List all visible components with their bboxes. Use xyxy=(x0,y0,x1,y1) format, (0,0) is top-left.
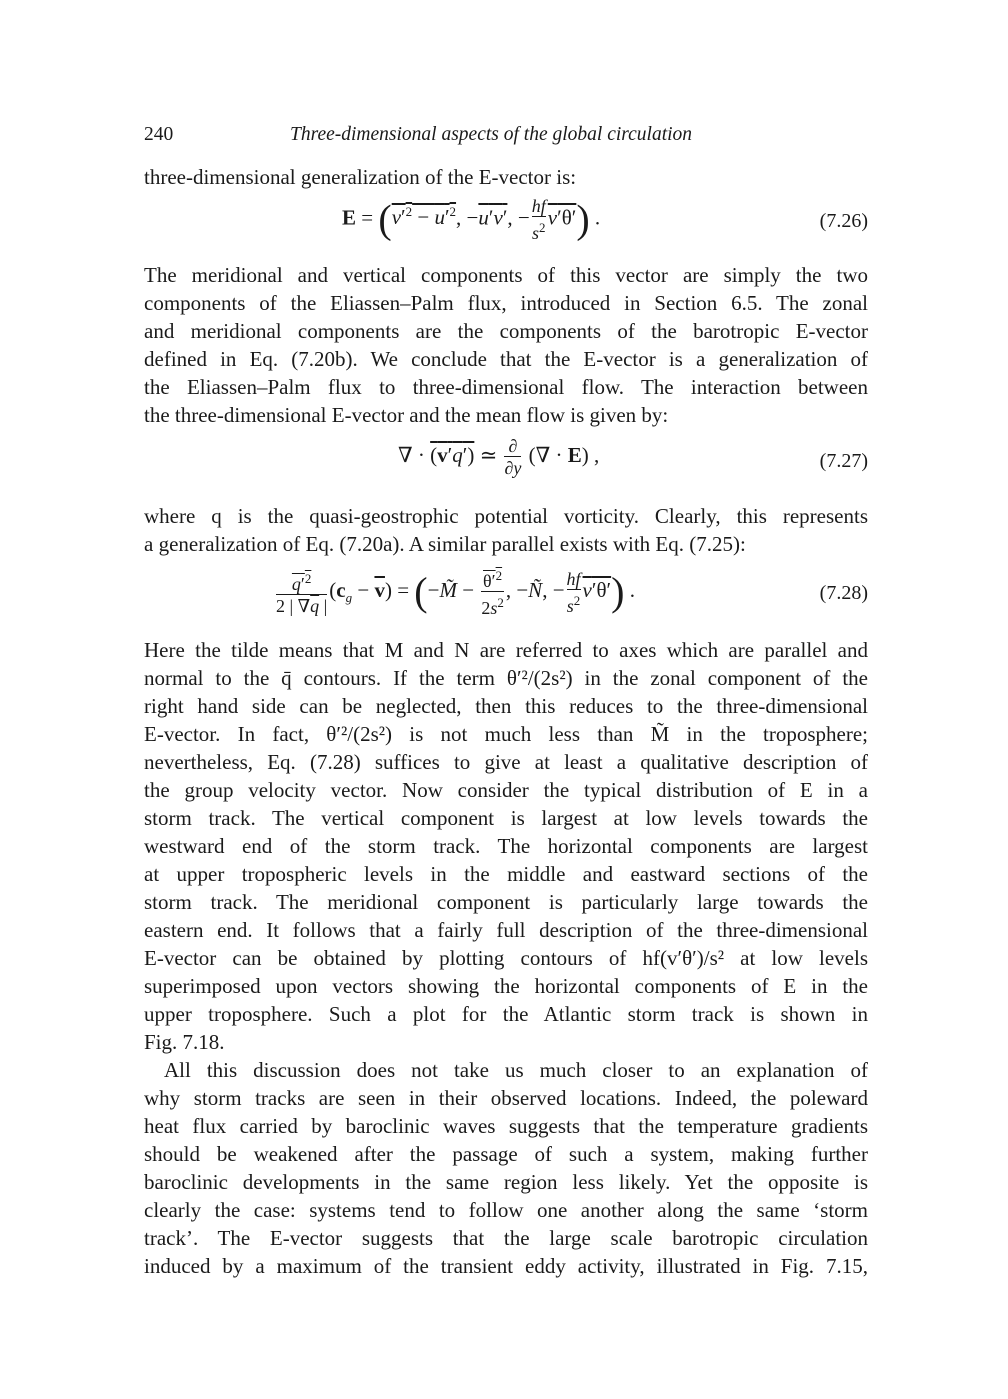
paragraph-line: heat flux carried by baroclinic waves suggests that the temperature gradients xyxy=(144,1114,868,1138)
intro-line: three-dimensional generalization of the E-vector is: xyxy=(144,165,577,189)
paragraph-line: E-vector. In fact, θ′²/(2s²) is not much less than M̃ in the troposphere; xyxy=(144,722,868,746)
equation-7-28-body: $\frac{q'^2}{2 | \nabla\overline{q} |}$ $(c_g - \overline{v})$ = (−M̃ − $\frac{\theta'^2}{2s^2}$ , −Ñ, − $\frac{hf}{s^2}$ v′θ′) . xyxy=(276,568,635,618)
equation-7-26-body: $E = (v'^2 - u'^2$, −u′v′, − $\frac{hf}{s^2}$ v′θ′) . xyxy=(342,196,601,243)
paragraph-line: why storm tracks are seen in their observed locations. Indeed, the poleward xyxy=(144,1086,868,1110)
paragraph-line: where q is the quasi-geostrophic potential vorticity. Clearly, this represents xyxy=(144,504,868,528)
equation-7-26 xyxy=(144,196,868,246)
paragraph-line: the group velocity vector. Now consider the typical distribution of E in a xyxy=(144,778,868,802)
equation-number: (7.26) xyxy=(819,210,868,232)
paragraph-line: westward end of the storm track. The horizontal components are largest xyxy=(144,834,868,858)
equation-7-28 xyxy=(144,566,868,620)
equation-7-27 xyxy=(144,436,868,492)
page-number: 240 xyxy=(144,124,174,145)
paragraph-line: defined in Eq. (7.20b). We conclude that the E-vector is a generalization of xyxy=(144,347,868,371)
paragraph-line: right hand side can be neglected, then this reduces to the three-dimensional xyxy=(144,694,868,718)
paragraph-line: Fig. 7.18. xyxy=(144,1030,225,1054)
paragraph-line: and meridional components are the components of the barotropic E-vector xyxy=(144,319,868,343)
paragraph-line: induced by a maximum of the transient eddy activity, illustrated in Fig. 7.15, xyxy=(144,1254,868,1278)
paragraph-line: E-vector can be obtained by plotting contours of hf(v′θ′)/s² at low levels xyxy=(144,946,868,970)
running-title: Three-dimensional aspects of the global circulation xyxy=(290,124,693,145)
paragraph-line: storm track. The meridional component is particularly large towards the xyxy=(144,890,868,914)
paragraph-line: upper troposphere. Such a plot for the Atlantic storm track is shown in xyxy=(144,1002,868,1026)
paragraph-line: the three-dimensional E-vector and the mean flow is given by: xyxy=(144,403,669,427)
paragraph-line: The meridional and vertical components of this vector are simply the two xyxy=(144,263,868,287)
paragraph-line: normal to the q̄ contours. If the term θ′²/(2s²) in the zonal component of the xyxy=(144,666,868,690)
paragraph-line: baroclinic developments in the same region less likely. Yet the opposite is xyxy=(144,1170,868,1194)
paragraph-line: superimposed upon vectors showing the horizontal components of E in the xyxy=(144,974,868,998)
paragraph-line: clearly the case: systems tend to follow one another along the same ‘storm xyxy=(144,1198,868,1222)
equation-number: (7.28) xyxy=(819,582,868,604)
paragraph-line: track’. The E-vector suggests that the large scale barotropic circulation xyxy=(144,1226,868,1250)
paragraph-line: storm track. The vertical component is largest at low levels towards the xyxy=(144,806,868,830)
paragraph-line: the Eliassen–Palm flux to three-dimensional flow. The interaction between xyxy=(144,375,868,399)
paragraph-line: should be weakened after the passage of such a system, making further xyxy=(144,1142,868,1166)
equation-number: (7.27) xyxy=(819,450,868,472)
paragraph-line: a generalization of Eq. (7.20a). A similar parallel exists with Eq. (7.25): xyxy=(144,532,746,556)
running-header xyxy=(144,124,868,152)
paragraph-line: nevertheless, Eq. (7.28) suffices to give at least a qualitative description of xyxy=(144,750,868,774)
paragraph-line: components of the Eliassen–Palm flux, introduced in Section 6.5. The zonal xyxy=(144,291,868,315)
paragraph-line: at upper tropospheric levels in the middle and eastward sections of the xyxy=(144,862,868,886)
paragraph-line: All this discussion does not take us much closer to an explanation of xyxy=(164,1058,868,1082)
paragraph-line: eastern end. It follows that a fairly full description of the three-dimensional xyxy=(144,918,868,942)
paragraph-line: Here the tilde means that M and N are referred to axes which are parallel and xyxy=(144,638,868,662)
equation-7-27-body: ∇ · (v′q′) ≃ $\frac{\partial}{\partial y}$ (∇ · E) , xyxy=(398,436,600,478)
